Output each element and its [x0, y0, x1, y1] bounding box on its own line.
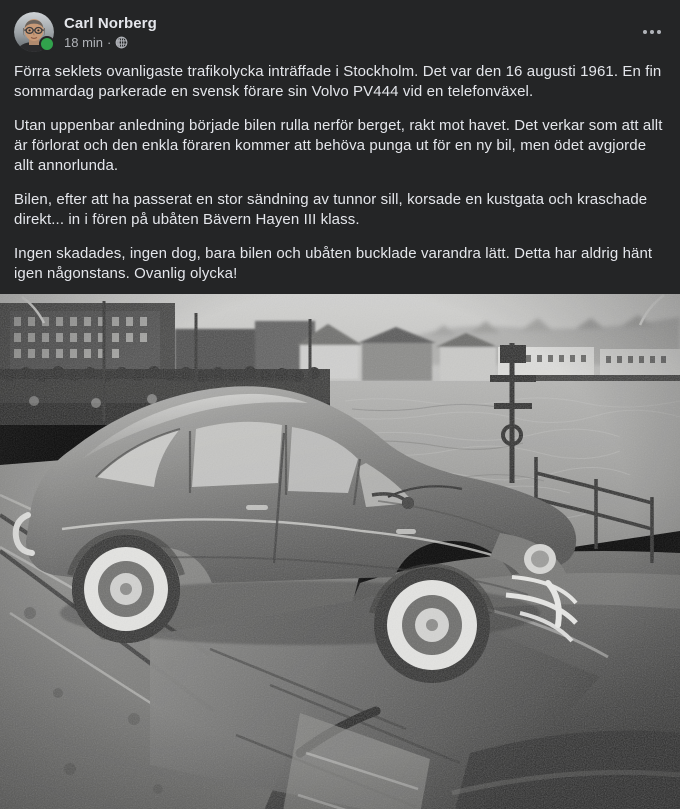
post-paragraph: Bilen, efter att ha passerat en stor sändning av tunnor sill, korsade en kustgata och kraschade direkt... in i fören på ubåten Bävern Hayen III klass.: [14, 191, 648, 228]
post-paragraph: Ingen skadades, ingen dog, bara bilen och ubåten bucklade varandra lätt. Detta har aldrig hänt igen någonstans. Ovanlig olycka!: [14, 245, 653, 282]
post-meta: [64, 34, 634, 51]
post-header: [0, 0, 680, 58]
globe-icon[interactable]: [115, 36, 128, 49]
post-timestamp[interactable]: 18 min: [64, 34, 104, 50]
post-photo-image: [0, 294, 680, 809]
online-status-badge: [39, 36, 55, 52]
post-options-button[interactable]: [634, 14, 670, 50]
author-name[interactable]: Carl Norberg: [64, 14, 157, 32]
avatar[interactable]: [14, 12, 54, 52]
post-header-text: [64, 14, 634, 51]
post-paragraph: Förra seklets ovanligaste trafikolycka inträffade i Stockholm. Det var den 16 augusti 1961. En fin sommardag parkerade en svensk förare sin Volvo PV444 vid en telefonväxel.: [14, 63, 662, 100]
ellipsis-icon: [643, 30, 661, 34]
post-text: [0, 58, 680, 294]
post-photo[interactable]: [0, 294, 680, 809]
post-paragraph: Utan uppenbar anledning började bilen rulla nerför berget, rakt mot havet. Det verkar som att allt är förlorat och den enkla föraren kommer att behöva punga ut för en ny bil, men ödet avgjorde allt annorlunda.: [14, 117, 663, 174]
meta-separator: ·: [107, 34, 112, 50]
